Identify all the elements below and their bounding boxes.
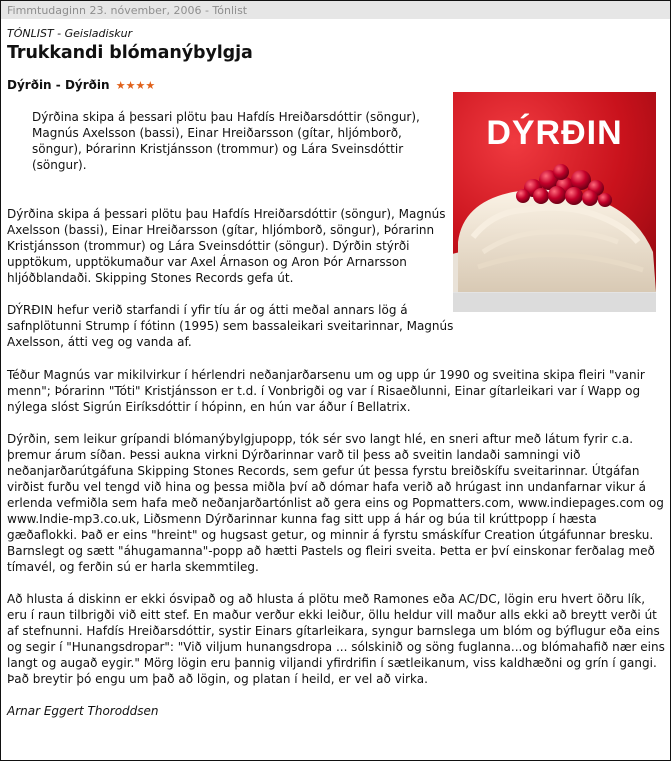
summary-blurb: Dýrðina skipa á þessari plötu þau Hafdís Hreiðarsdóttir (söngur), Magnús Axelsson (bassi), Einar Hreiðarsson (gítar, hljómborð, söngur), Þórarinn Kristjánsson (trommur) og Lára Sveinsdóttir (söngur). xyxy=(32,110,420,172)
review-title: Dýrðin - Dýrðin xyxy=(7,78,110,92)
album-logo-text: DÝRÐIN xyxy=(486,114,623,152)
paragraph-1: Dýrðina skipa á þessari plötu þau Hafdís Hreiðarsdóttir (söngur), Magnús Axelsson (bassi), Einar Hreiðarsson (gítar, hljómborð, söngur), Þórarinn Kristjánsson (trommur) og Lára Sveinsdóttir (söngur). Dýrðin stýrði upptökum, upptökumaður var Axel Árnason og Aron Þór Arnarsson hljóðblandaði. Skipping Stones Records gefa út. xyxy=(7,207,446,285)
author-byline: Arnar Eggert Thoroddsen xyxy=(7,704,159,718)
paragraph-4: Dýrðin, sem leikur grípandi blómanýbylgjupopp, tók sér svo langt hlé, en sneri aftur með látum fyrir c.a. þremur árum síðan. Þessi aukna virkni Dýrðarinnar varð til þess að sveitin landaði samningi við neðanjarðarútgáfuna Skipping Stones Records, sem gefur út þessa fyrstu breiðskífu sveitarinnar. Útgáfan virðist furðu vel tengd við hina og þessa miðla því að dómar hafa verið að hrúgast inn undanfarnar vikur á erlenda vefmiðla sem hafa með neðanjarðartónlist að gera eins og Popmatters.com, www.indiepages.com og www.Indie-mp3.co.uk, Liðsmenn Dýrðarinnar kunna fag sitt upp á hár og búa til krúttpopp í hæsta gæðaflokki. Það er eins "hreint" og hugsast getur, og minnir á fyrstu smáskífur Creation útgáfunnar bresku. Barnslegt og sætt "áhugamanna"-popp að hætti Pastels og fleiri sveita. Þetta er því einskonar ferðalag með tímavél, og ferðin sú er harla skemmtileg. xyxy=(7,432,664,574)
photo-caption-bar xyxy=(453,293,656,312)
dateline-bar xyxy=(1,1,670,19)
paragraph-5: Að hlusta á diskinn er ekki ósvipað og að hlusta á plötu með Ramones eða AC/DC, lögin eru hvert öðru lík, eru í raun tilbrigði við eitt stef. En maður verður ekki leiður, öllu heldur vill maður alls ekki að breytt verði út af stefnunni. Hafdís Hreiðarsdóttir, systir Einars gítarleikara, syngur barnslega um blóm og býflugur eða eins og segir í "Hunangsdropar": "Við viljum hunangsdropa ... sólskinið og söng fuglanna...og blómahafið nær eins langt og augað eygir." Mörg lögin eru þannig viljandi yfirdrifin í sætleikanum, viss kaldhæðni og grín í gangi. Það breytir þó engu um það að lögin, og platan í heild, er vel að virka. xyxy=(7,592,665,686)
album-cover-photo xyxy=(453,92,656,312)
paragraph-3: Téður Magnús var mikilvirkur í hérlendri neðanjarðarsenu um og upp úr 1990 og sveitina skipa fleiri "vanir menn"; Þórarinn "Tóti" Kristjánsson er t.d. í Vonbrigði og var í Risaeðlunni, Einar gítarleikari var í Wapp og nýlega slóst Sigrún Eiríksdóttir í hópinn, en hún var áður í Bellatrix. xyxy=(7,368,645,414)
dateline: Fimmtudaginn 23. nóvember, 2006 - Tónlist xyxy=(7,4,248,17)
section-kicker: TÓNLIST - Geisladiskur xyxy=(7,27,133,40)
headline: Trukkandi blómanýbylgja xyxy=(7,43,253,63)
paragraph-2: DÝRÐIN hefur verið starfandi í yfir tíu ár og átti meðal annars lög á safnplötunni Strump í fótinn (1995) sem bassaleikari sveitarinnar, Magnús Axelsson, átti veg og vanda af. xyxy=(7,303,454,349)
star-rating: ★★★★ xyxy=(115,79,156,92)
review-heading xyxy=(7,78,665,92)
